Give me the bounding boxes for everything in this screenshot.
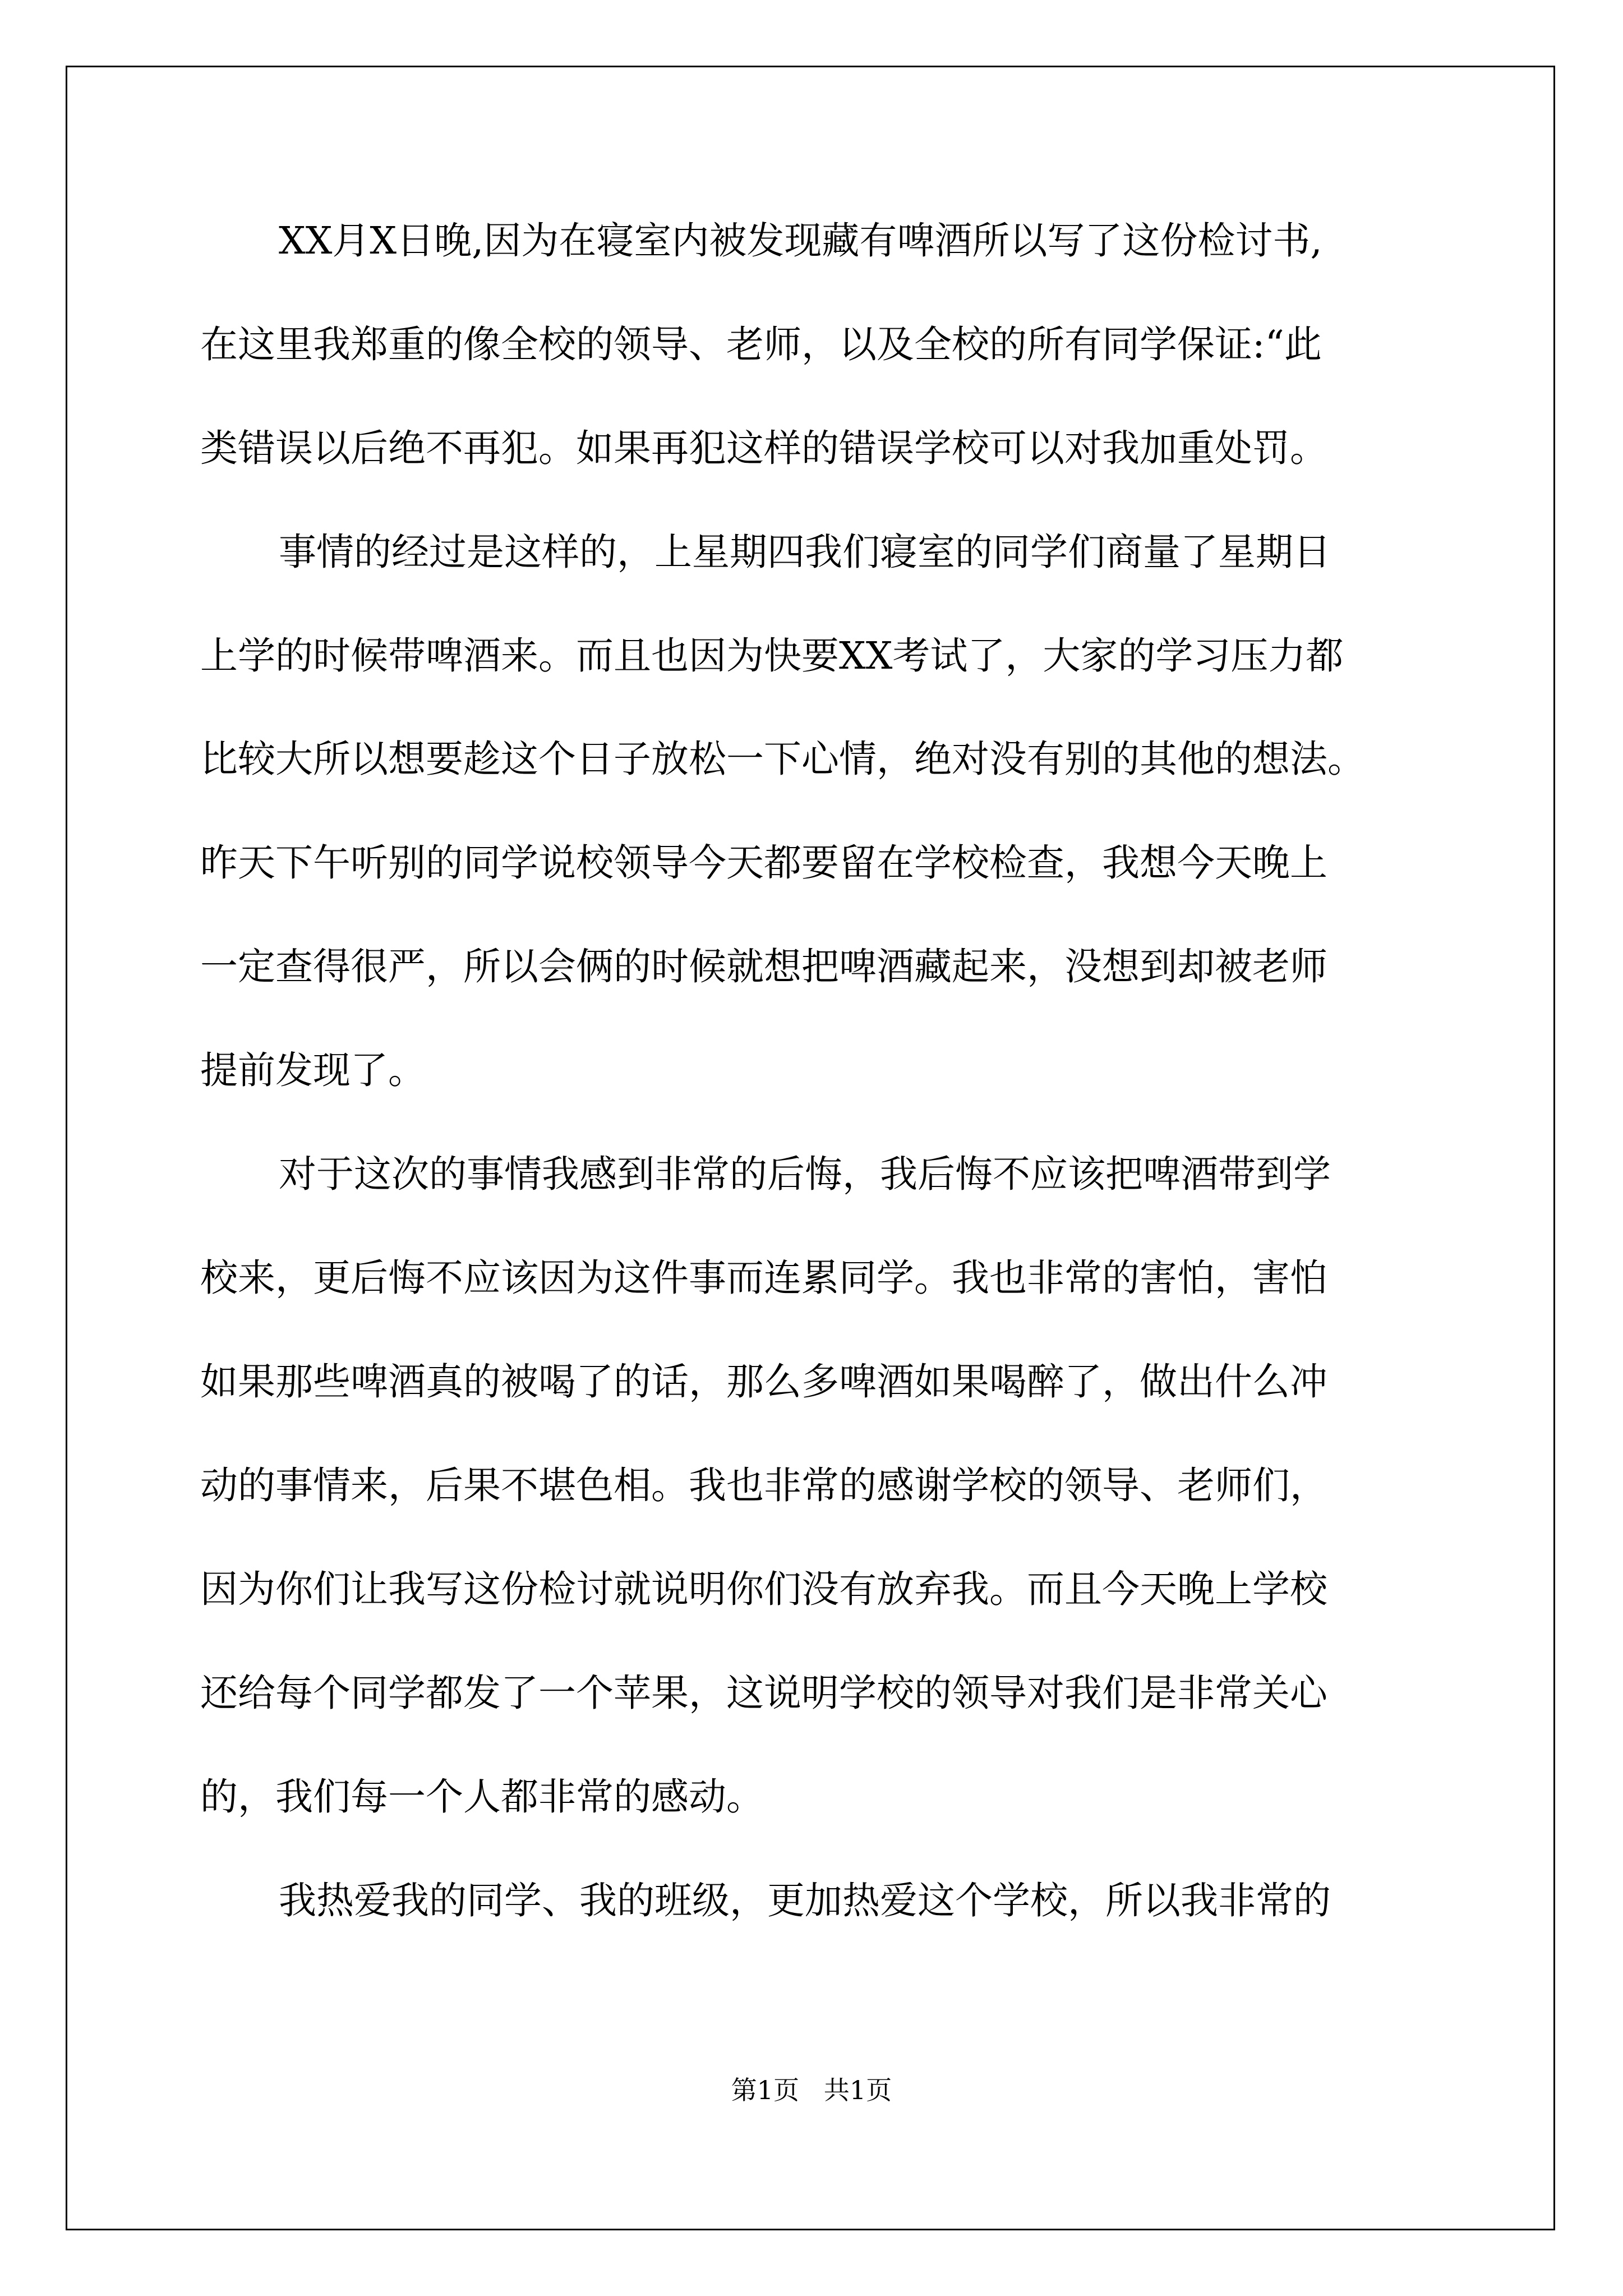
body-line-3: 类错误以后绝不再犯。如果再犯这样的错误学校可以对我加重处罚。 — [200, 426, 1327, 470]
body-line-1: XX月X日晚,因为在寝室内被发现藏有啤酒所以写了这份检讨书, — [279, 219, 1322, 263]
body-line-8: 一定查得很严，所以会俩的时候就想把啤酒藏起来，没想到却被老师 — [200, 945, 1327, 988]
body-line-5: 上学的时候带啤酒来。而且也因为快要XX考试了，大家的学习压力都 — [200, 634, 1344, 678]
body-line-7: 昨天下午听别的同学说校领导今天都要留在学校检查，我想今天晚上 — [200, 841, 1327, 885]
body-line-2: 在这里我郑重的像全校的领导、老师，以及全校的所有同学保证:“此 — [200, 323, 1322, 366]
body-line-15: 还给每个同学都发了一个苹果，这说明学校的领导对我们是非常关心 — [200, 1671, 1327, 1715]
body-line-6: 比较大所以想要趁这个日子放松一下心情，绝对没有别的其他的想法。 — [200, 737, 1365, 781]
body-line-10: 对于这次的事情我感到非常的后悔，我后悔不应该把啤酒带到学 — [279, 1152, 1331, 1196]
body-line-11: 校来，更后悔不应该因为这件事而连累同学。我也非常的害怕，害怕 — [200, 1256, 1327, 1300]
body-line-14: 因为你们让我写这份检讨就说明你们没有放弃我。而且今天晚上学校 — [200, 1567, 1327, 1611]
body-line-12: 如果那些啤酒真的被喝了的话，那么多啤酒如果喝醉了，做出什么冲 — [200, 1360, 1327, 1404]
body-line-9: 提前发现了。 — [200, 1048, 426, 1092]
body-line-13: 动的事情来，后果不堪色相。我也非常的感谢学校的领导、老师们， — [200, 1464, 1327, 1507]
body-line-4: 事情的经过是这样的，上星期四我们寝室的同学们商量了星期日 — [279, 530, 1331, 574]
body-line-17: 我热爱我的同学、我的班级，更加热爱这个学校，所以我非常的 — [279, 1879, 1331, 1922]
page-number-footer: 第1页 共1页 — [731, 2075, 892, 2105]
body-line-16: 的，我们每一个人都非常的感动。 — [200, 1775, 764, 1819]
